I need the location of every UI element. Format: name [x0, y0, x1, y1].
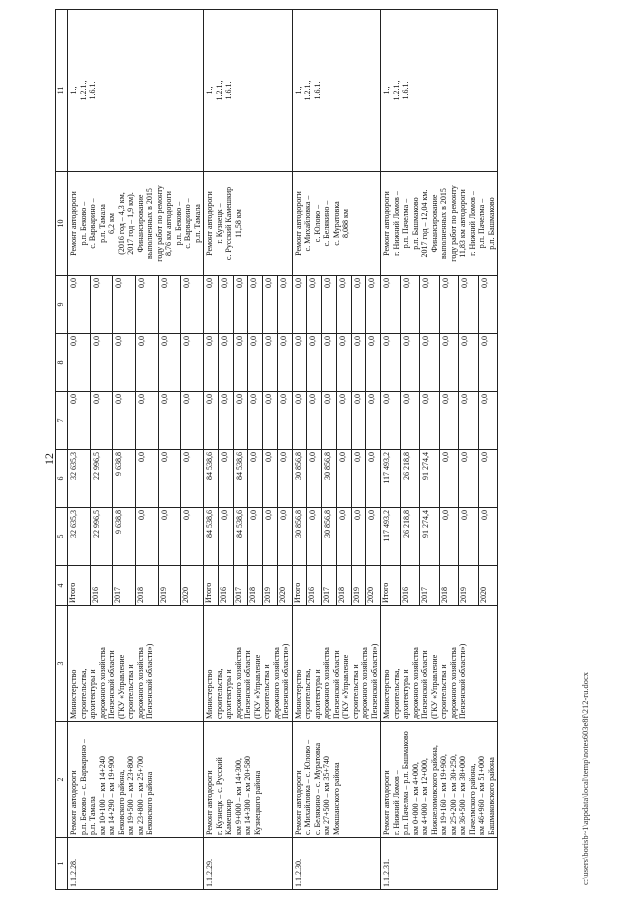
object-name-line: Ремонт автодороги — [382, 770, 391, 835]
year-cell: 2017 — [420, 566, 440, 606]
year-cell: 2018 — [439, 566, 459, 606]
object-name-line: км 0+000 – км 4+000, — [410, 762, 420, 835]
amount-cell: 0,0 — [218, 450, 233, 508]
responsible-executor-line: Пензенской области — [107, 650, 116, 719]
amount-cell: 0,0 — [459, 450, 479, 508]
amount-cell: 0,0 — [336, 276, 351, 334]
amount-cell: 0,0 — [351, 276, 366, 334]
result-description-line: г. Кузнецк – — [214, 203, 224, 244]
responsible-executor-line: Пензенской области») — [458, 643, 467, 719]
object-name-line: Кузнецкого района — [252, 770, 262, 835]
footer-file-path: c:\users\borisb~1\appdata\local\temp\notes603e8f\212-ru.docx — [580, 671, 590, 885]
year-cell: 2017 — [113, 566, 136, 606]
column-header: 3 — [56, 606, 68, 722]
year-cell: 2019 — [263, 566, 278, 606]
amount-cell: 0,0 — [439, 334, 459, 392]
amount-cell: 0,0 — [90, 392, 113, 450]
responsible-executor-line: дорожного хозяйства — [135, 647, 145, 719]
result-description-line: с. Русский Камешкир — [224, 186, 233, 261]
responsible-executor-line: строительства, — [214, 668, 224, 719]
amount-cell: 0,0 — [420, 392, 440, 450]
table-header-row — [56, 10, 68, 890]
indicator-refs-line: 1.2.1., — [303, 80, 312, 101]
object-name-line: г. Кузнецк – с. Русский — [214, 757, 224, 835]
object-name-line: Пачелмского района, — [467, 763, 477, 835]
responsible-executor-line: строительства, — [78, 668, 88, 719]
amount-cell: 0,0 — [248, 334, 263, 392]
amount-cell: 0,0 — [439, 276, 459, 334]
column-header: 2 — [56, 722, 68, 838]
amount-cell: 0,0 — [478, 276, 498, 334]
amount-cell: 0,0 — [233, 334, 248, 392]
responsible-executor-line: (ГКУ «Управление — [429, 654, 439, 719]
amount-cell: 0,0 — [233, 276, 248, 334]
responsible-executor-line: дорожного хозяйства — [322, 647, 331, 719]
object-name-line: Бековского района, — [116, 769, 126, 835]
responsible-executor-line: дорожного хозяйства — [448, 647, 458, 719]
year-cell: 2020 — [181, 566, 204, 606]
responsible-executor-line: Пензенской области») — [281, 643, 290, 719]
result-description-line: р.п. Тамала — [192, 204, 202, 243]
object-name-line: г. Нижний Ломов – — [391, 770, 401, 835]
amount-cell: 32 635,3 — [68, 508, 91, 566]
result-description — [204, 172, 293, 276]
amount-cell: 0,0 — [158, 334, 181, 392]
object-name-line: км 14+290 – км 19+900 — [107, 756, 116, 835]
indicator-refs-line: 1.6.1. — [401, 81, 410, 100]
item-number: 1.1.2.30. — [292, 838, 381, 890]
responsible-executor-line: архитектуры и — [224, 669, 233, 719]
table-row — [204, 10, 219, 890]
amount-cell: 0,0 — [366, 392, 381, 450]
year-cell: 2017 — [322, 566, 337, 606]
object-name-line: км 10+100 – км 14+240 — [97, 756, 107, 835]
result-description-line: с. Варварино – — [183, 198, 192, 249]
responsible-executor — [204, 606, 293, 722]
responsible-executor-line: строительства и — [126, 664, 135, 719]
indicator-refs-line: 1.6.1. — [88, 81, 97, 100]
object-name-line: Ремонт автодороги — [205, 770, 214, 835]
indicator-refs — [381, 10, 498, 172]
amount-cell: 0,0 — [277, 276, 292, 334]
object-name-line: с. Белякино – с. Муратовка — [312, 742, 322, 835]
amount-cell: 0,0 — [307, 508, 322, 566]
result-description-line: р.п. Башмаково — [410, 197, 420, 250]
amount-cell: 0,0 — [307, 334, 322, 392]
responsible-executor — [292, 606, 381, 722]
amount-cell: 0,0 — [113, 276, 136, 334]
responsible-executor-line: дорожного хозяйства — [360, 647, 369, 719]
amount-cell: 0,0 — [478, 392, 498, 450]
amount-cell: 0,0 — [366, 276, 381, 334]
amount-cell: 30 856,8 — [292, 508, 307, 566]
item-number: 1.1.2.31. — [381, 838, 498, 890]
amount-cell: 0,0 — [218, 508, 233, 566]
amount-cell: 0,0 — [439, 392, 459, 450]
object-name-line: с. Михайловка – с. Юлово – — [303, 739, 312, 835]
amount-cell: 26 218,8 — [400, 450, 420, 508]
amount-cell: 0,0 — [248, 508, 263, 566]
year-cell: Итого — [68, 566, 91, 606]
amount-cell: 0,0 — [218, 334, 233, 392]
result-description-line: 2017 год – 12,04 км. — [420, 189, 429, 258]
indicator-refs-line: 1., — [293, 86, 303, 95]
year-cell: 2019 — [351, 566, 366, 606]
amount-cell: 0,0 — [381, 334, 401, 392]
amount-cell: 0,0 — [400, 276, 420, 334]
indicator-refs-line: 1.6.1. — [224, 81, 233, 100]
indicator-refs-line: 1., — [205, 86, 214, 95]
amount-cell: 0,0 — [90, 276, 113, 334]
year-cell: Итого — [381, 566, 401, 606]
amount-cell: 0,0 — [263, 508, 278, 566]
amount-cell: 0,0 — [459, 334, 479, 392]
year-cell: 2018 — [248, 566, 263, 606]
amount-cell: 0,0 — [277, 334, 292, 392]
amount-cell: 0,0 — [336, 334, 351, 392]
amount-cell: 0,0 — [351, 392, 366, 450]
amount-cell: 84 538,6 — [233, 450, 248, 508]
year-cell: 2020 — [277, 566, 292, 606]
responsible-executor-line: Пензенской области — [331, 650, 341, 719]
amount-cell: 0,0 — [181, 450, 204, 508]
responsible-executor-line: дорожного хозяйства — [233, 647, 243, 719]
responsible-executor-line: (ГКУ «Управление — [116, 654, 126, 719]
responsible-executor-line: строительства и — [350, 664, 360, 719]
amount-cell: 0,0 — [218, 276, 233, 334]
object-name-line: км 4+000 – км 12+000, — [420, 758, 429, 835]
amount-cell: 9 638,8 — [113, 450, 136, 508]
amount-cell: 0,0 — [181, 276, 204, 334]
result-description-line: с. Михайловка – — [303, 195, 312, 252]
responsible-executor-line: архитектуры и — [401, 669, 410, 719]
amount-cell: 0,0 — [158, 450, 181, 508]
table-row — [292, 10, 307, 890]
indicator-refs-line: 1.6.1. — [312, 81, 322, 100]
object-name-line: км 14+300 – км 20+580 — [243, 756, 252, 835]
amount-cell: 0,0 — [381, 392, 401, 450]
amount-cell: 0,0 — [307, 392, 322, 450]
amount-cell: 0,0 — [381, 276, 401, 334]
responsible-executor-line: строительства, — [303, 668, 312, 719]
amount-cell: 0,0 — [135, 392, 158, 450]
object-name-line: р.п. Тамала — [88, 796, 97, 835]
amount-cell: 0,0 — [248, 450, 263, 508]
year-cell: 2016 — [400, 566, 420, 606]
object-name-line: р.п. Пачелма – р.п. Башмаково — [401, 731, 410, 835]
result-description-line: г. Нижний Ломов – — [391, 191, 401, 256]
column-header: 10 — [56, 172, 68, 276]
amount-cell: 0,0 — [204, 392, 219, 450]
object-name-line: Камешкир — [224, 799, 233, 835]
responsible-executor-line: (ГКУ «Управление — [341, 654, 350, 719]
indicator-refs — [204, 10, 293, 172]
result-description — [292, 172, 381, 276]
amount-cell: 0,0 — [292, 334, 307, 392]
object-name-line: Ремонт автодороги — [293, 770, 303, 835]
amount-cell: 0,0 — [181, 392, 204, 450]
responsible-executor-line: Министерство — [293, 669, 303, 719]
result-description-line: р.п. Беково – — [78, 201, 88, 246]
amount-cell: 26 218,8 — [400, 508, 420, 566]
column-header: 8 — [56, 334, 68, 392]
result-description-line: (2016 год – 4,3 км, — [116, 192, 126, 255]
result-description-line: р.п. Пачелма – — [477, 198, 486, 249]
result-description-line: 8,088 км — [341, 209, 350, 238]
amount-cell: 0,0 — [218, 392, 233, 450]
object-name — [292, 722, 381, 838]
result-description-line: Финансирование — [429, 194, 439, 253]
amount-cell: 30 856,8 — [322, 450, 337, 508]
amount-cell: 0,0 — [366, 334, 381, 392]
year-cell: 2020 — [478, 566, 498, 606]
indicator-refs-line: 1.2.1., — [78, 80, 88, 101]
amount-cell: 84 538,6 — [204, 508, 219, 566]
responsible-executor-line: строительства, — [391, 668, 401, 719]
column-header: 11 — [56, 10, 68, 172]
object-name-line: км 27+500 – км 35+740 — [322, 756, 331, 835]
amount-cell: 0,0 — [113, 392, 136, 450]
responsible-executor-line: Министерство — [69, 669, 78, 719]
result-description-line: Ремонт автодороги — [382, 191, 391, 256]
responsible-executor-line: строительства и — [262, 664, 271, 719]
amount-cell: 0,0 — [459, 276, 479, 334]
amount-cell: 0,0 — [400, 392, 420, 450]
result-description-line: р.п. Пачелма – — [401, 198, 410, 249]
amount-cell: 0,0 — [336, 508, 351, 566]
object-name-line: км 19+500 – км 23+800 — [126, 756, 135, 835]
year-cell: 2018 — [336, 566, 351, 606]
object-name-line: Башмаковского района — [486, 757, 496, 835]
result-description-line: году работ по ремонту — [448, 185, 458, 262]
result-description-line: г. Нижний Ломов – — [467, 191, 477, 256]
indicator-refs-line: 1.2.1., — [214, 80, 224, 101]
object-name — [204, 722, 293, 838]
amount-cell: 0,0 — [322, 392, 337, 450]
amount-cell: 0,0 — [351, 508, 366, 566]
amount-cell: 0,0 — [68, 392, 91, 450]
amount-cell: 32 635,3 — [68, 450, 91, 508]
object-name-line: км 36+500 – км 38+000 — [458, 756, 467, 835]
amount-cell: 0,0 — [158, 392, 181, 450]
amount-cell: 0,0 — [439, 450, 459, 508]
table-row — [68, 10, 91, 890]
amount-cell: 30 856,8 — [322, 508, 337, 566]
amount-cell: 0,0 — [277, 508, 292, 566]
responsible-executor-line: Министерство — [382, 669, 391, 719]
amount-cell: 0,0 — [459, 392, 479, 450]
responsible-executor-line: строительства и — [439, 664, 448, 719]
responsible-executor-line: дорожного хозяйства — [410, 647, 420, 719]
table-row — [381, 10, 401, 890]
result-description-line: Финансирование — [135, 194, 145, 253]
amount-cell: 0,0 — [292, 276, 307, 334]
result-description-line: 6,2 км — [107, 213, 116, 234]
amount-cell: 0,0 — [68, 334, 91, 392]
column-header: 5 — [56, 508, 68, 566]
object-name-line: км 46+960 – км 51+000 — [477, 756, 486, 835]
year-cell: 2016 — [90, 566, 113, 606]
responsible-executor — [68, 606, 204, 722]
year-cell: 2016 — [307, 566, 322, 606]
object-name-line: км 25+200 – км 30+250, — [448, 754, 458, 835]
amount-cell: 0,0 — [351, 334, 366, 392]
amount-cell: 91 274,4 — [420, 508, 440, 566]
page-number: 12 — [42, 453, 56, 465]
year-cell: Итого — [204, 566, 219, 606]
amount-cell: 0,0 — [400, 334, 420, 392]
result-description-line: выполненных в 2015 — [145, 188, 154, 259]
year-cell: 2020 — [366, 566, 381, 606]
object-name — [381, 722, 498, 838]
year-cell: 2017 — [233, 566, 248, 606]
amount-cell: 0,0 — [336, 450, 351, 508]
year-cell: 2018 — [135, 566, 158, 606]
amount-cell: 84 538,6 — [204, 450, 219, 508]
amount-cell: 0,0 — [263, 392, 278, 450]
object-name-line: Нижнеломовского района, — [429, 745, 439, 835]
amount-cell: 0,0 — [68, 276, 91, 334]
result-description — [381, 172, 498, 276]
amount-cell: 0,0 — [307, 450, 322, 508]
amount-cell: 0,0 — [322, 276, 337, 334]
amount-cell: 0,0 — [478, 334, 498, 392]
item-number: 1.1.2.28. — [68, 838, 204, 890]
amount-cell: 0,0 — [307, 276, 322, 334]
result-description-line: с. Варварино – — [88, 198, 97, 249]
amount-cell: 0,0 — [322, 334, 337, 392]
responsible-executor-line: Министерство — [205, 669, 214, 719]
result-description-line: Ремонт автодороги — [69, 191, 78, 256]
responsible-executor-line: архитектуры и — [312, 669, 322, 719]
amount-cell: 0,0 — [204, 276, 219, 334]
responsible-executor-line: дорожного хозяйства — [271, 647, 281, 719]
amount-cell: 0,0 — [181, 508, 204, 566]
amount-cell: 84 538,6 — [233, 508, 248, 566]
amount-cell: 0,0 — [439, 508, 459, 566]
result-description-line: 11,58 км — [233, 209, 243, 238]
object-name-line: км 23+800 – км 25+700 — [135, 756, 145, 835]
object-name-line: Ремонт автодороги — [69, 770, 78, 835]
amount-cell: 30 856,8 — [292, 450, 307, 508]
object-name — [68, 722, 204, 838]
responsible-executor — [381, 606, 498, 722]
amount-cell: 0,0 — [277, 450, 292, 508]
amount-cell: 0,0 — [135, 334, 158, 392]
object-name-line: Мокшанского района — [331, 762, 341, 835]
amount-cell: 0,0 — [336, 392, 351, 450]
column-header: 4 — [56, 566, 68, 606]
indicator-refs — [292, 10, 381, 172]
responsible-executor-line: Пензенской области») — [145, 643, 154, 719]
result-description-line: р.п. Башмаково — [486, 197, 496, 250]
amount-cell: 22 996,5 — [90, 508, 113, 566]
result-description-line: 11,83 км автодороги — [458, 189, 467, 258]
amount-cell: 0,0 — [135, 508, 158, 566]
column-header: 1 — [56, 838, 68, 890]
amount-cell: 0,0 — [135, 276, 158, 334]
responsible-executor-line: Пензенской области») — [369, 643, 379, 719]
column-header: 9 — [56, 276, 68, 334]
amount-cell: 22 996,5 — [90, 450, 113, 508]
amount-cell: 0,0 — [248, 392, 263, 450]
column-header: 7 — [56, 392, 68, 450]
result-description-line: р.п. Беково – — [173, 201, 183, 246]
amount-cell: 0,0 — [263, 276, 278, 334]
indicator-refs-line: 1., — [69, 86, 78, 95]
amount-cell: 117 493,2 — [381, 450, 401, 508]
result-description-line: с. Белякино – — [322, 200, 331, 247]
year-cell: Итого — [292, 566, 307, 606]
year-cell: 2019 — [459, 566, 479, 606]
object-name-line: км 19+160 – км 19+960, — [439, 754, 448, 835]
indicator-refs — [68, 10, 204, 172]
result-description-line: выполненных в 2015 — [439, 188, 448, 259]
responsible-executor-line: архитектуры и — [88, 669, 97, 719]
result-description-line: 8,76 км автодороги — [164, 191, 173, 256]
amount-cell: 0,0 — [478, 508, 498, 566]
amount-cell: 0,0 — [366, 508, 381, 566]
amount-cell: 0,0 — [113, 334, 136, 392]
amount-cell: 0,0 — [420, 334, 440, 392]
indicator-refs-line: 1.2.1., — [391, 80, 401, 101]
amount-cell: 0,0 — [263, 450, 278, 508]
amount-cell: 0,0 — [478, 450, 498, 508]
amount-cell: 0,0 — [277, 392, 292, 450]
year-cell: 2019 — [158, 566, 181, 606]
responsible-executor-line: Пензенской области — [420, 650, 429, 719]
amount-cell: 0,0 — [459, 508, 479, 566]
program-table — [55, 9, 498, 890]
object-name-line: км 9+000 – км 14+300, — [233, 758, 243, 835]
year-cell: 2016 — [218, 566, 233, 606]
responsible-executor-line: дорожного хозяйства — [97, 647, 107, 719]
amount-cell: 0,0 — [90, 334, 113, 392]
amount-cell: 0,0 — [351, 450, 366, 508]
result-description-line: с. Юлово – — [312, 204, 322, 243]
amount-cell: 0,0 — [292, 392, 307, 450]
indicator-refs-line: 1., — [382, 86, 391, 95]
object-name-line: р.п. Беково – с. Варварино – — [78, 739, 88, 835]
result-description-line: Ремонт автодороги — [293, 191, 303, 256]
result-description-line: с. Муратовка — [331, 201, 341, 246]
amount-cell: 0,0 — [204, 334, 219, 392]
amount-cell: 0,0 — [366, 450, 381, 508]
amount-cell: 9 638,8 — [113, 508, 136, 566]
amount-cell: 0,0 — [263, 334, 278, 392]
amount-cell: 0,0 — [158, 276, 181, 334]
amount-cell: 0,0 — [248, 276, 263, 334]
column-header: 6 — [56, 450, 68, 508]
amount-cell: 117 493,2 — [381, 508, 401, 566]
result-description-line: р.п. Тамала — [97, 204, 107, 243]
amount-cell: 0,0 — [135, 450, 158, 508]
amount-cell: 0,0 — [233, 392, 248, 450]
result-description-line: Ремонт автодороги — [205, 191, 214, 256]
responsible-executor-line: (ГКУ «Управление — [252, 654, 262, 719]
responsible-executor-line: Пензенской области — [243, 650, 252, 719]
amount-cell: 0,0 — [181, 334, 204, 392]
amount-cell: 0,0 — [158, 508, 181, 566]
result-description-line: 2017 год – 1,9 км). — [126, 192, 135, 255]
result-description-line: году работ по ремонту — [154, 185, 164, 262]
amount-cell: 91 274,4 — [420, 450, 440, 508]
item-number: 1.1.2.29. — [204, 838, 293, 890]
amount-cell: 0,0 — [420, 276, 440, 334]
result-description — [68, 172, 204, 276]
object-name-line: Бековского района — [145, 771, 154, 835]
